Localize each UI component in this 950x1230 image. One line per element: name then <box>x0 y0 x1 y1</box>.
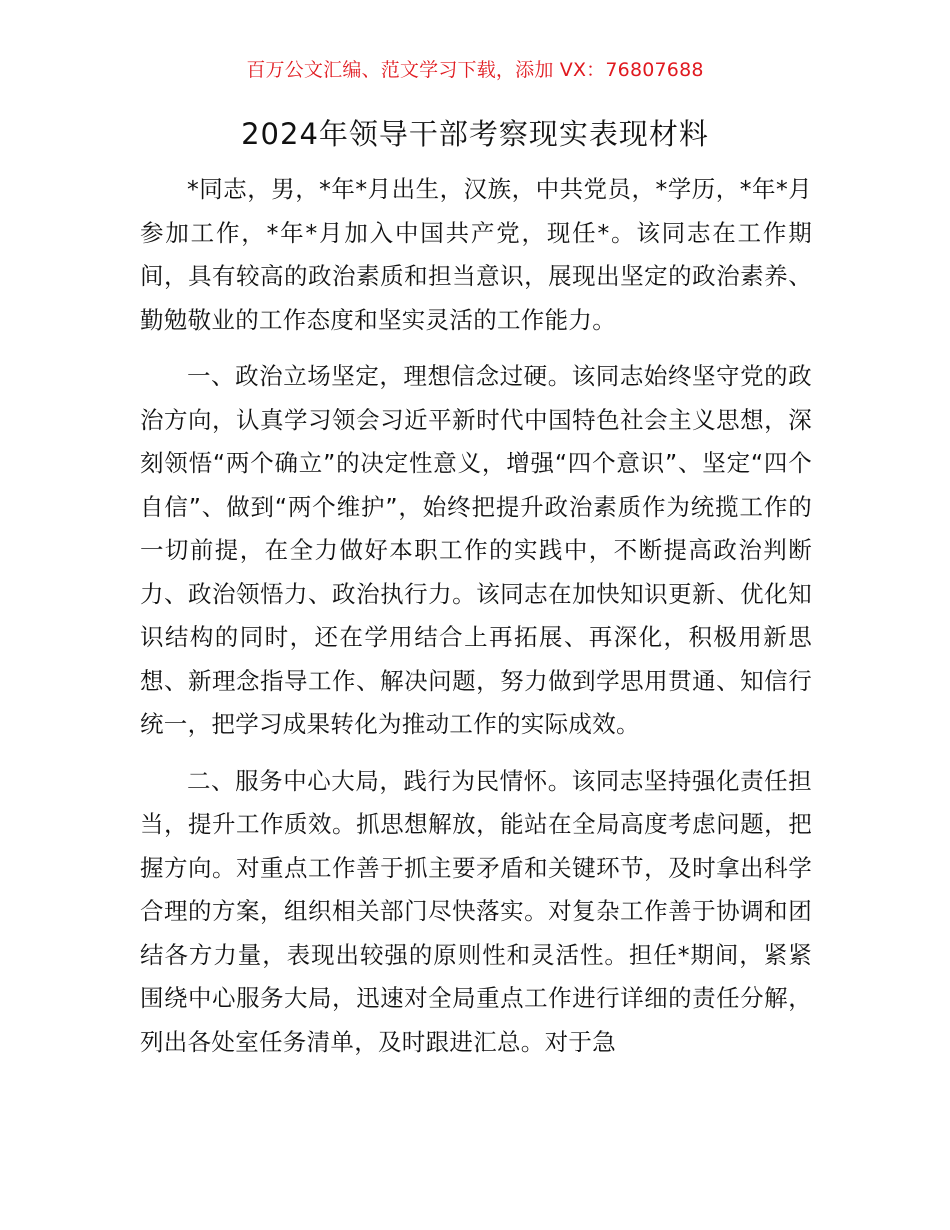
paragraph-section-1: 一、政治立场坚定，理想信念过硬。该同志始终坚守党的政治方向，认真学习领会习近平新时代中国特色社会主义思想，深刻领悟“两个确立”的决定性意义，增强“四个意识”、坚定“四个自信”、做到“两个维护”，始终把提升政治素质作为统揽工作的一切前提，在全力做好本职工作的实践中，不断提高政治判断力、政治领悟力、政治执行力。该同志在加快知识更新、优化知识结构的同时，还在学用结合上再拓展、再深化，积极用新思想、新理念指导工作、解决问题，努力做到学思用贯通、知信行统一，把学习成果转化为推动工作的实际成效。 <box>140 362 812 738</box>
document-body <box>140 168 812 1077</box>
document-title: 2024年领导干部考察现实表现材料 <box>241 117 709 151</box>
paragraph-intro: *同志，男，*年*月出生，汉族，中共党员，*学历，*年*月参加工作，*年*月加入中国共产党，现任*。该同志在工作期间，具有较高的政治素质和担当意识，展现出坚定的政治素养、勤勉敬业的工作态度和坚实灵活的工作能力。 <box>140 175 812 334</box>
header-watermark: 百万公文汇编、范文学习下载，添加 VX：76807688 <box>246 59 704 81</box>
paragraph-section-2: 二、服务中心大局，践行为民情怀。该同志坚持强化责任担当，提升工作质效。抓思想解放，能站在全局高度考虑问题，把握方向。对重点工作善于抓主要矛盾和关键环节，及时拿出科学合理的方案，组织相关部门尽快落实。对复杂工作善于协调和团结各方力量，表现出较强的原则性和灵活性。担任*期间，紧紧围绕中心服务大局，迅速对全局重点工作进行详细的责任分解，列出各处室任务清单，及时跟进汇总。对于急 <box>140 766 812 1056</box>
